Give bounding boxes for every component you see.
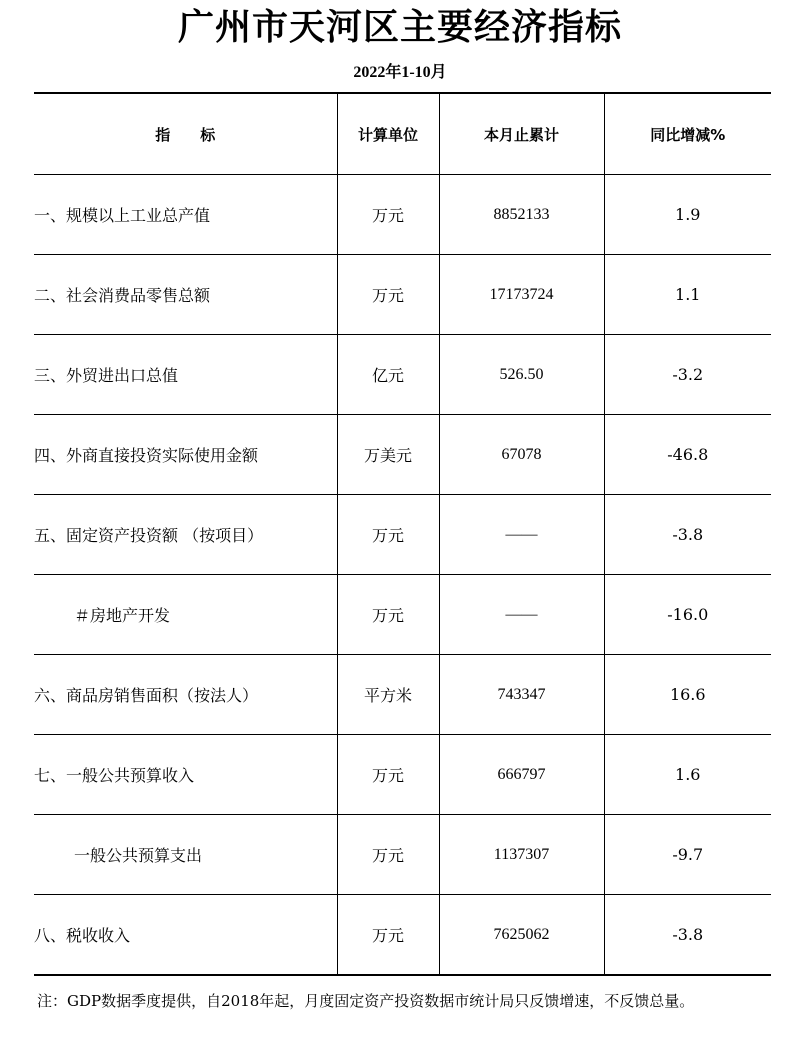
indicator-name: 一般公共预算支出: [34, 815, 337, 895]
indicator-change: -3.8: [604, 895, 771, 976]
table-row: [34, 175, 771, 255]
indicator-change: 1.9: [604, 175, 771, 255]
indicator-value: 743347: [439, 655, 604, 735]
table-row: [34, 415, 771, 495]
indicator-name: 八、税收收入: [34, 895, 337, 976]
indicator-name: 二、社会消费品零售总额: [34, 255, 337, 335]
indicator-name: 六、商品房销售面积（按法人）: [34, 655, 337, 735]
indicator-change: 16.6: [604, 655, 771, 735]
indicator-name: 三、外贸进出口总值: [34, 335, 337, 415]
indicator-name: 四、外商直接投资实际使用金额: [34, 415, 337, 495]
indicator-unit: 万元: [337, 575, 439, 655]
indicator-name: ＃房地产开发: [34, 575, 337, 655]
indicator-unit: 万元: [337, 895, 439, 976]
table-row: [34, 735, 771, 815]
indicator-unit: 万元: [337, 495, 439, 575]
indicator-change: 1.6: [604, 735, 771, 815]
indicator-name: 五、固定资产投资额 （按项目）: [34, 495, 337, 575]
report-period: 2022年1-10月: [353, 64, 447, 81]
indicator-unit: 万美元: [337, 415, 439, 495]
indicator-value: ——: [439, 495, 604, 575]
table-row: [34, 895, 771, 976]
indicator-value: 8852133: [439, 175, 604, 255]
indicators-table: [34, 92, 771, 976]
indicator-unit: 万元: [337, 175, 439, 255]
indicator-unit: 万元: [337, 735, 439, 815]
header-indicator: 指 标: [34, 93, 337, 175]
indicator-value: 526.50: [439, 335, 604, 415]
indicator-value: 666797: [439, 735, 604, 815]
indicator-change: -16.0: [604, 575, 771, 655]
indicator-change: 1.1: [604, 255, 771, 335]
indicator-unit: 平方米: [337, 655, 439, 735]
indicator-value: 67078: [439, 415, 604, 495]
page-title: 广州市天河区主要经济指标: [177, 7, 622, 48]
indicator-unit: 万元: [337, 255, 439, 335]
header-cumulative: 本月止累计: [439, 93, 604, 175]
indicator-value: ——: [439, 575, 604, 655]
table-row: [34, 655, 771, 735]
header-unit: 计算单位: [337, 93, 439, 175]
indicator-value: 7625062: [439, 895, 604, 976]
indicator-change: -3.2: [604, 335, 771, 415]
table-header-row: [34, 93, 771, 175]
table-row: [34, 495, 771, 575]
table-row: [34, 255, 771, 335]
indicator-unit: 万元: [337, 815, 439, 895]
header-yoy-change: 同比增减%: [604, 93, 771, 175]
table-row: [34, 575, 771, 655]
indicator-change: -9.7: [604, 815, 771, 895]
indicator-value: 1137307: [439, 815, 604, 895]
indicator-name: 一、规模以上工业总产值: [34, 175, 337, 255]
indicator-change: -3.8: [604, 495, 771, 575]
footnote: 注：GDP数据季度提供，自2018年起，月度固定资产投资数据市统计局只反馈增速，不反馈总量。: [37, 992, 695, 1010]
table-row: [34, 335, 771, 415]
indicator-unit: 亿元: [337, 335, 439, 415]
indicator-change: -46.8: [604, 415, 771, 495]
indicator-value: 17173724: [439, 255, 604, 335]
indicator-name: 七、一般公共预算收入: [34, 735, 337, 815]
table-row: [34, 815, 771, 895]
